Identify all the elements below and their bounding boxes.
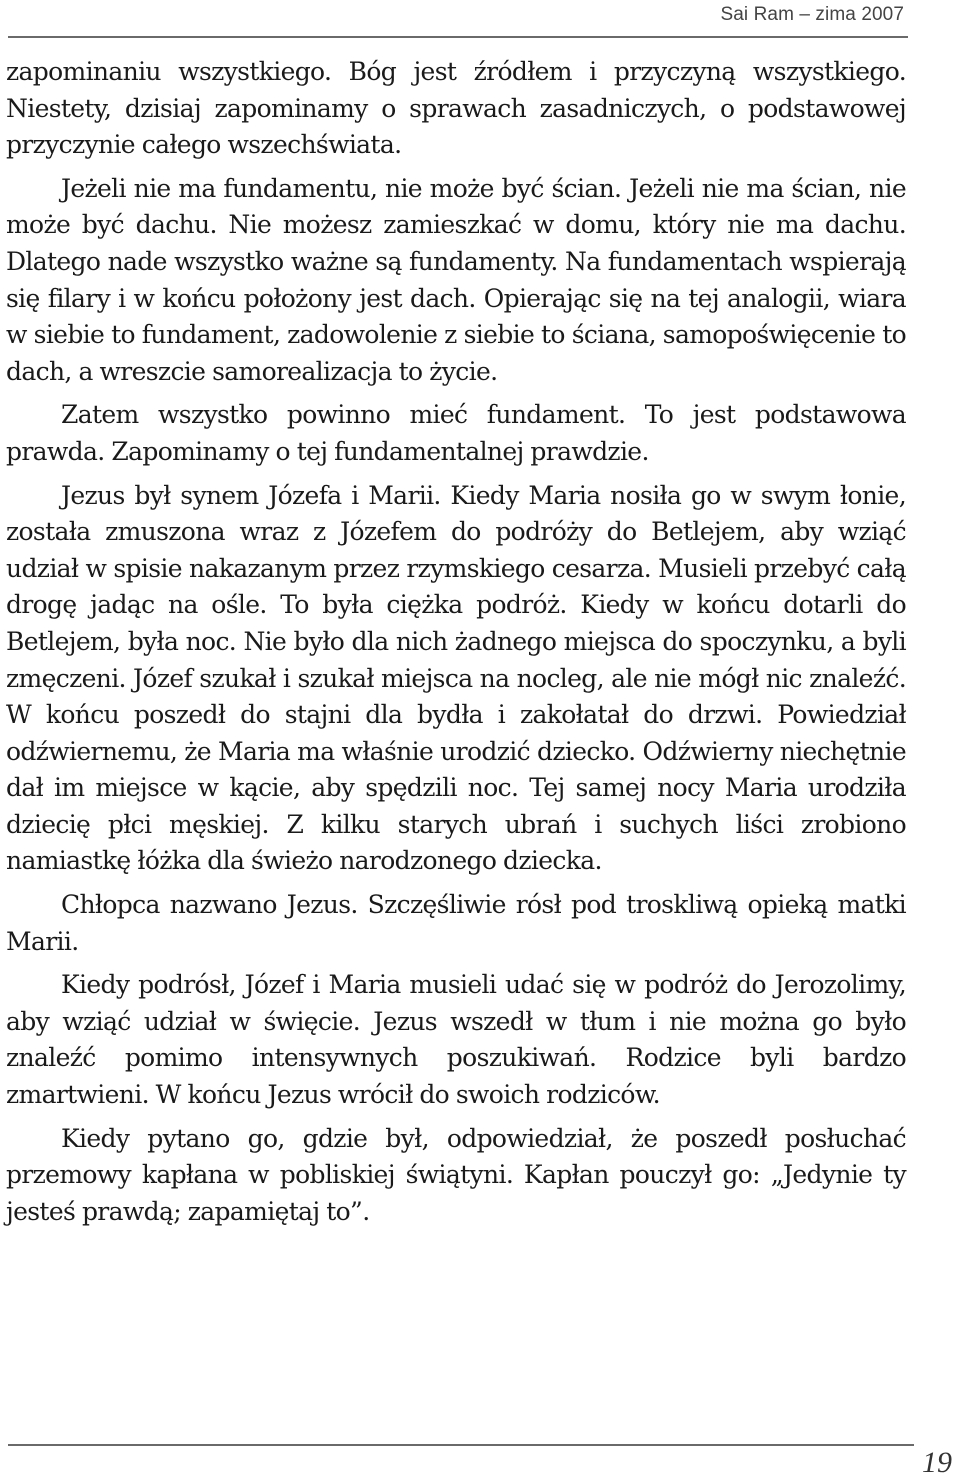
running-header: Sai Ram – zima 2007 <box>720 4 904 25</box>
footer-rule <box>8 1444 914 1446</box>
page-number: 19 <box>922 1446 952 1479</box>
paragraph-jerusalem: Kiedy podrósł, Józef i Maria musieli udać się w podróż do Jerozolimy, aby wziąć udział w święcie. Jezus wszedł w tłum i nie można go było znaleźć pomimo intensywnych poszukiwań. Rodzice byli bardzo zmartwieni. W końcu Jezus wrócił do swoich rodziców. <box>6 970 906 1110</box>
paragraph-foundation: Jeżeli nie ma fundamentu, nie może być ścian. Jeżeli nie ma ścian, nie może być dachu. Nie możesz zamieszkać w domu, który nie ma dachu. Dlatego nade wszystko ważne są fundamenty. Na fundamentach wspierają się filary i w końcu położony jest dach. Opierając się na tej analogii, wiara w siebie to fundament, zadowolenie z siebie to ściana, samopoświęcenie to dach, a wreszcie samorealizacja to życie. <box>6 173 906 386</box>
paragraph-basic-truth: Zatem wszystko powinno mieć fundament. To jest podstawowa prawda. Zapominamy o tej fundamentalnej prawdzie. <box>6 400 906 466</box>
paragraph-boy-named: Chłopca nazwano Jezus. Szczęśliwie rósł pod troskliwą opieką matki Marii. <box>6 890 906 956</box>
paragraph-temple: Kiedy pytano go, gdzie był, odpowiedział, że poszedł posłuchać przemowy kapłana w pobliskiej świątyni. Kapłan pouczył go: „Jedynie ty jesteś prawdą; zapamiętaj to”. <box>6 1123 906 1226</box>
article-body <box>6 54 906 1230</box>
header-rule <box>8 36 908 38</box>
paragraph-jesus-birth: Jezus był synem Józefa i Marii. Kiedy Maria nosiła go w swym łonie, została zmuszona wraz z Józefem do podróży do Betlejem, aby wziąć udział w spisie nakazanym przez rzymskiego cesarza. Musieli przebyć całą drogę jadąc na ośle. To była ciężka podróż. Kiedy w końcu dotarli do Betlejem, była noc. Nie było dla nich żadnego miejsca do spoczynku, a byli zmęczeni. Józef szukał i szukał miejsca na nocleg, ale nie mógł nic znaleźć. W końcu poszedł do stajni dla bydła i zakołatał do drzwi. Powiedział odźwiernemu, że Maria ma właśnie urodzić dziecko. Odźwierny niechętnie dał im miejsce w kącie, aby spędzili noc. Tej samej nocy Maria urodziła dziecię płci męskiej. Z kilku starych ubrań i suchych liści zrobiono namiastkę łóżka dla świeżo narodzonego dziecka. <box>6 480 906 876</box>
paragraph-continuation: zapominaniu wszystkiego. Bóg jest źródłem i przyczyną wszystkiego. Niestety, dzisiaj zapominamy o sprawach zasadniczych, o podstawowej przyczynie całego wszechświata. <box>6 57 906 160</box>
